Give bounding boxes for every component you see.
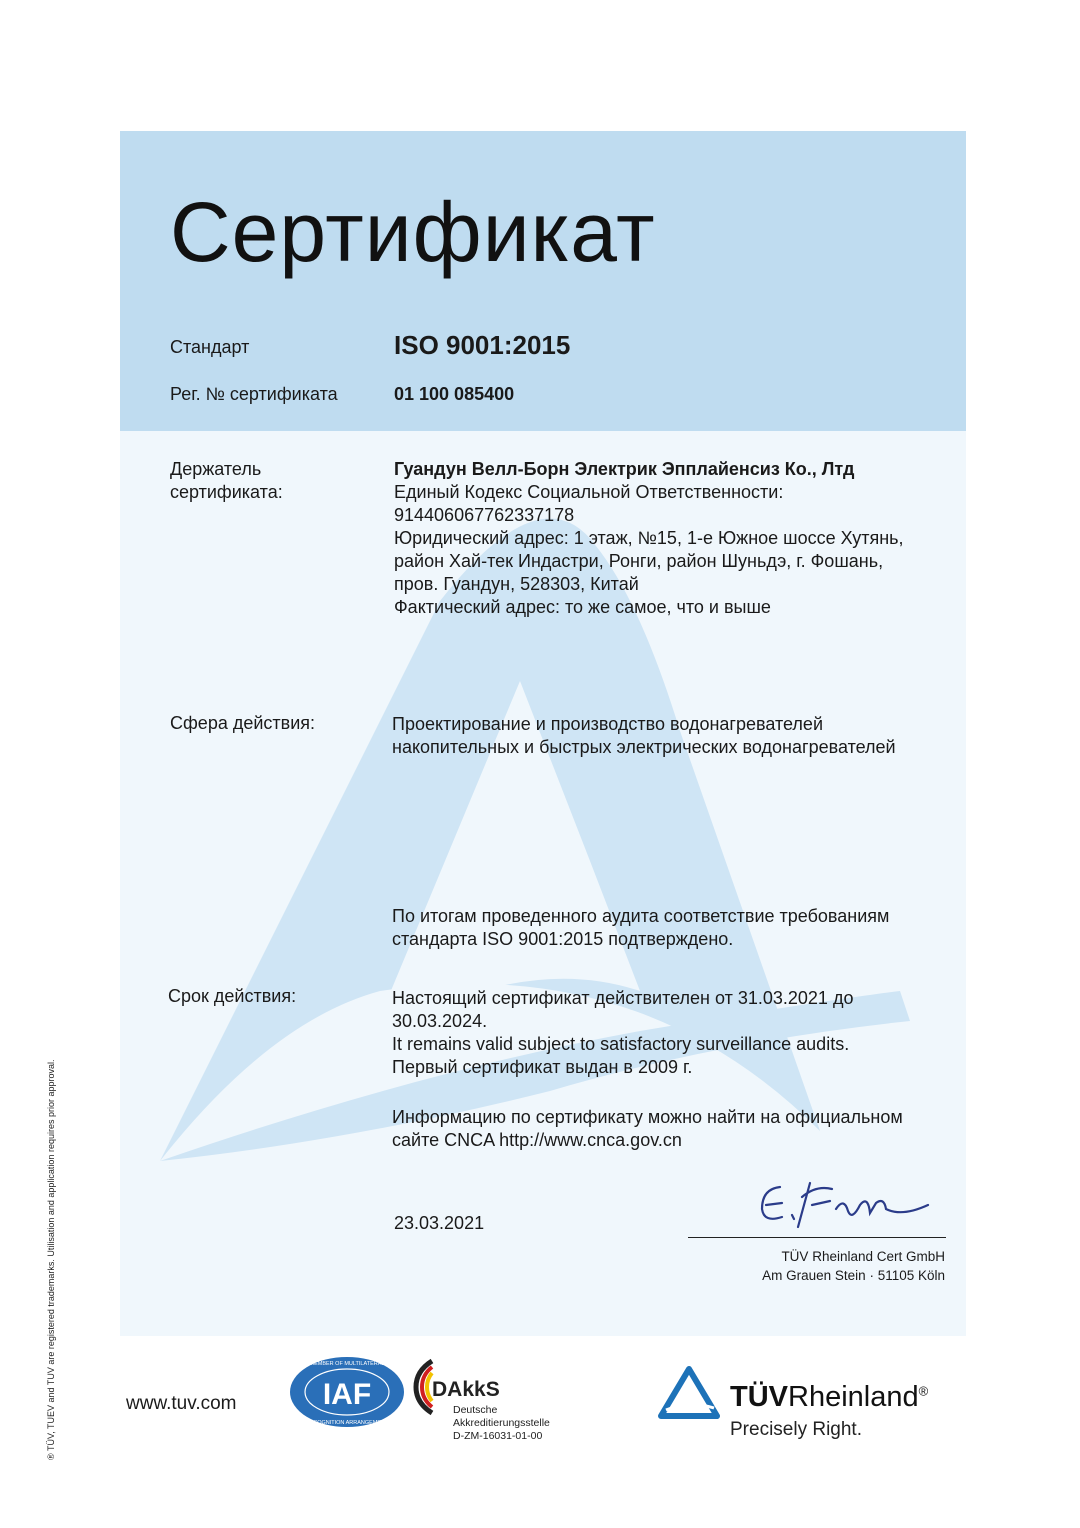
standard-label: Стандарт bbox=[170, 337, 250, 357]
cnca-info: Информацию по сертификату можно найти на официальном сайте CNCA http://www.cnca.gov.cn bbox=[392, 1107, 903, 1150]
dakks-title: DAkkS bbox=[432, 1378, 500, 1401]
issue-date: 23.03.2021 bbox=[394, 1213, 485, 1233]
audit-statement: По итогам проведенного аудита соответствие требованиям стандарта ISO 9001:2015 подтверждено. bbox=[392, 906, 890, 949]
registration-label: Рег. № сертификата bbox=[170, 384, 338, 404]
tuv-slogan: Precisely Right. bbox=[730, 1419, 862, 1440]
svg-text:IAF: IAF bbox=[322, 1378, 372, 1411]
tuv-triangle-logo bbox=[658, 1366, 720, 1420]
issuer-address: TÜV Rheinland Cert GmbH Am Grauen Stein · 51105 Köln bbox=[762, 1249, 945, 1283]
signature-image bbox=[752, 1175, 942, 1235]
holder-label: Держатель сертификата: bbox=[170, 459, 283, 502]
svg-text:MEMBER OF MULTILATERAL: MEMBER OF MULTILATERAL bbox=[309, 1361, 385, 1367]
scope-text: Проектирование и производство водонагревателей накопительных и быстрых электрических водонагревателей bbox=[392, 714, 896, 757]
signature-line bbox=[688, 1237, 946, 1238]
standard-value: ISO 9001:2015 bbox=[394, 330, 571, 360]
tuv-brand-name: TÜVRheinland® bbox=[730, 1381, 929, 1413]
dakks-details: Deutsche Akkreditierungsstelle D-ZM-16031-01-00 bbox=[453, 1404, 550, 1442]
trademark-note: ® TÜV, TUEV and TUV are registered trademarks. Utilisation and application requires prior approval. bbox=[46, 1059, 56, 1460]
validity-text: Настоящий сертификат действителен от 31.03.2021 до 30.03.2024. It remains valid subject to satisfactory surveillance audits. Первый сертификат выдан в 2009 г. bbox=[392, 988, 854, 1077]
registration-number: 01 100 085400 bbox=[394, 384, 515, 404]
svg-text:RECOGNITION ARRANGEMENT: RECOGNITION ARRANGEMENT bbox=[305, 1420, 389, 1426]
holder-company-name: Гуандун Велл-Борн Электрик Эпплайенсиз Ко., Лтд bbox=[394, 459, 855, 479]
holder-details: Гуандун Велл-Борн Электрик Эпплайенсиз Ко., Лтд Единый Кодекс Социальной Ответственности: 914406067762337178 Юридический адрес: 1 этаж, №15, 1-е Южное шоссе Хутянь, район Хай-тек Индастри, Ронги, район Шуньдэ, г. Фошань, пров. Гуандун, 528303, Китай Фактический адрес: то же самое, что и выше bbox=[394, 459, 904, 617]
validity-label: Срок действия: bbox=[168, 986, 297, 1006]
certificate-title: Сертификат bbox=[170, 185, 656, 279]
iaf-logo bbox=[288, 1355, 406, 1429]
tuv-website: www.tuv.com bbox=[126, 1393, 237, 1414]
scope-label: Сфера действия: bbox=[170, 713, 316, 733]
